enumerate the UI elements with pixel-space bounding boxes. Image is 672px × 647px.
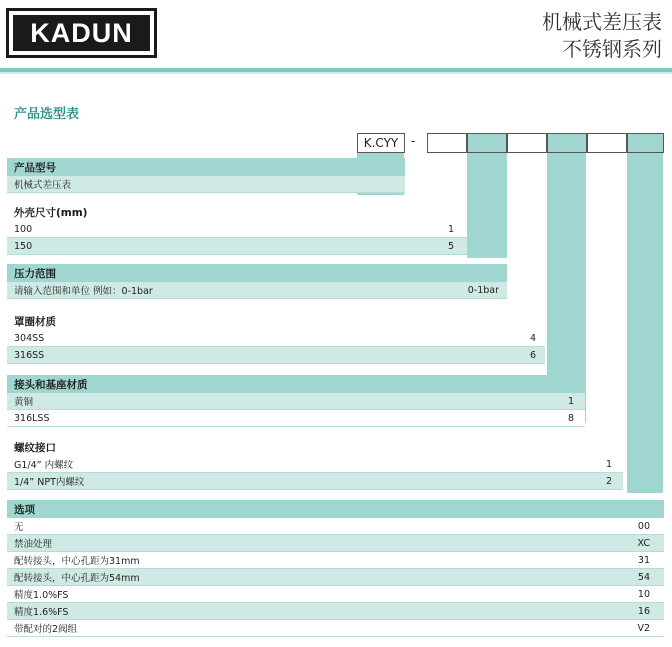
row-value: 1 [567,396,574,407]
row-label: 请输入范围和单位 例如：0-1bar [14,286,153,297]
row-value: 0-1bar [467,285,499,296]
row-value: 16 [637,606,650,617]
brand-logo [6,8,157,58]
code-separator: - [411,134,416,148]
row-label: 精度1.6%FS [14,607,69,618]
code-slot-3[interactable] [507,133,547,153]
table-row [7,347,545,364]
table-row [7,393,585,410]
row-value: 31 [637,555,650,566]
brand-logo-text: KADUN [13,15,150,51]
row-value: 5 [447,241,454,252]
page-title: 机械式差压表 [542,10,662,34]
table-row [7,410,585,427]
row-label: 机械式差压表 [14,180,72,191]
row-value: 4 [529,333,536,344]
row-label: 304SS [14,332,45,344]
table-row [7,238,467,255]
row-label: 316SS [14,349,45,361]
code-prefix-box [357,133,405,153]
group-title-thread: 螺纹接口 [7,438,623,456]
code-slot-5[interactable] [587,133,627,153]
row-value: 00 [637,521,650,532]
row-value: 54 [637,572,650,583]
row-label: 黄铜 [14,397,34,408]
row-label: 禁油处理 [14,539,53,550]
group-title-options: 选项 [7,500,664,518]
row-label: 316LSS [14,412,50,424]
column-case-size [467,153,507,258]
page-subtitle: 不锈钢系列 [562,37,662,61]
row-value: 1 [447,224,454,235]
column-connection [627,153,663,493]
group-title-ring-material: 罩圈材质 [7,312,505,330]
table-row [7,330,545,347]
group-title-connection: 接头和基座材质 [7,375,585,393]
table-row [7,473,623,490]
row-label: 100 [14,223,33,235]
table-row [7,176,405,193]
row-label: 精度1.0%FS [14,590,69,601]
row-value: XC [637,538,650,549]
table-row [7,569,664,586]
row-value: 6 [529,350,536,361]
code-slot-6[interactable] [627,133,664,153]
row-label: 无 [14,522,24,533]
row-value: 1 [605,459,612,470]
table-row [7,535,664,552]
row-label: 带配对的2阀组 [14,624,78,635]
group-title-case-size: 外壳尺寸(mm) [7,203,407,221]
code-prefix: K.CYY [363,136,399,150]
row-label: G1/4” 内螺纹 [14,460,74,471]
group-title-pressure: 压力范围 [7,264,507,282]
row-label: 1/4” NPT内螺纹 [14,477,85,488]
code-slot-1[interactable] [427,133,467,153]
row-value: 8 [567,413,574,424]
table-row [7,282,507,299]
table-row [7,620,664,637]
row-value: V2 [637,623,650,634]
table-row [7,586,664,603]
row-value: 2 [605,476,612,487]
table-row [7,456,623,473]
row-value: 10 [637,589,650,600]
row-label: 150 [14,240,33,252]
header-divider-light [0,72,672,74]
section-title: 产品选型表 [14,107,80,122]
code-slot-4[interactable] [547,133,587,153]
table-row [7,221,467,238]
row-label: 配转接头，中心孔距为31mm [14,556,140,567]
group-title-model: 产品型号 [7,158,405,176]
row-label: 配转接头，中心孔距为54mm [14,573,140,584]
table-row [7,552,664,569]
table-row [7,518,664,535]
table-row [7,603,664,620]
code-slot-2[interactable] [467,133,507,153]
